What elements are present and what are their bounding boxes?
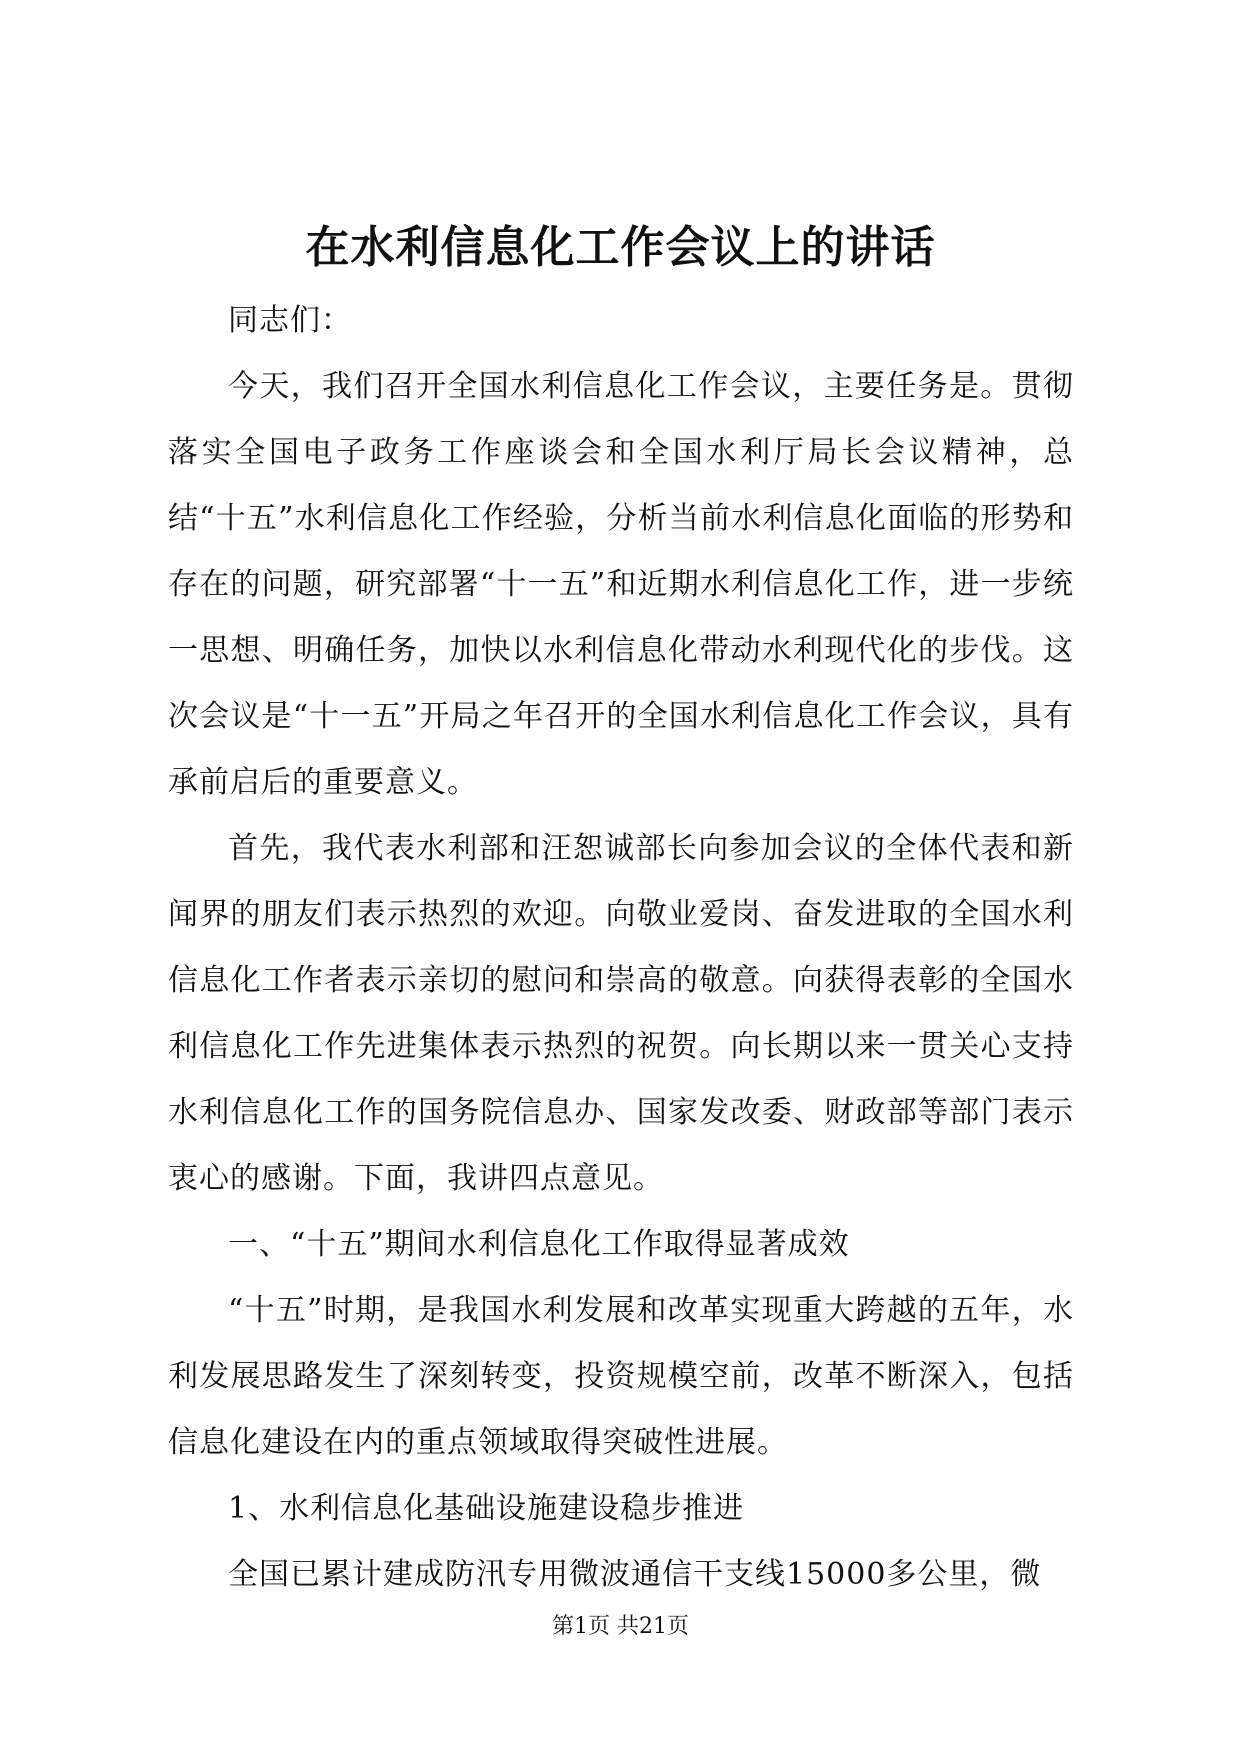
subsection-heading-1: 1、水利信息化基础设施建设稳步推进 <box>228 1491 745 1526</box>
paragraph-achievements: “十五”时期，是我国水利发展和改革实现重大跨越的五年，水利发展思路发生了深刻转变，投资规模空前，改革不断深入，包括信息化建设在内的重点领域取得突破性进展。 <box>168 1293 1074 1460</box>
paragraph-thanks: 首先，我代表水利部和汪恕诚部长向参加会议的全体代表和新闻界的朋友们表示热烈的欢迎。向敬业爱岗、奋发进取的全国水利信息化工作者表示亲切的慰问和崇高的敬意。向获得表彰的全国水利信息化工作先进集体表示热烈的祝贺。向长期以来一贯关心支持水利信息化工作的国务院信息办、国家发改委、财政部等部门表示衷心的感谢。下面，我讲四点意见。 <box>168 831 1074 1196</box>
paragraph-opening: 今天，我们召开全国水利信息化工作会议，主要任务是。贯彻落实全国电子政务工作座谈会和全国水利厅局长会议精神，总结“十五”水利信息化工作经验，分析当前水利信息化面临的形势和存在的问题，研究部署“十一五”和近期水利信息化工作，进一步统一思想、明确任务，加快以水利信息化带动水利现代化的步伐。这次会议是“十一五”开局之年召开的全国水利信息化工作会议，具有承前启后的重要意义。 <box>168 369 1074 800</box>
document-body <box>168 288 1074 1608</box>
section-heading-1: 一、“十五”期间水利信息化工作取得显著成效 <box>228 1227 850 1262</box>
paragraph-infrastructure: 全国已累计建成防汛专用微波通信干支线15000多公里，微 <box>228 1557 1042 1592</box>
paragraph-salutation: 同志们： <box>228 303 352 338</box>
page-number-footer: 第1页 共21页 <box>552 1614 689 1639</box>
document-title: 在水利信息化工作会议上的讲话 <box>305 222 936 273</box>
